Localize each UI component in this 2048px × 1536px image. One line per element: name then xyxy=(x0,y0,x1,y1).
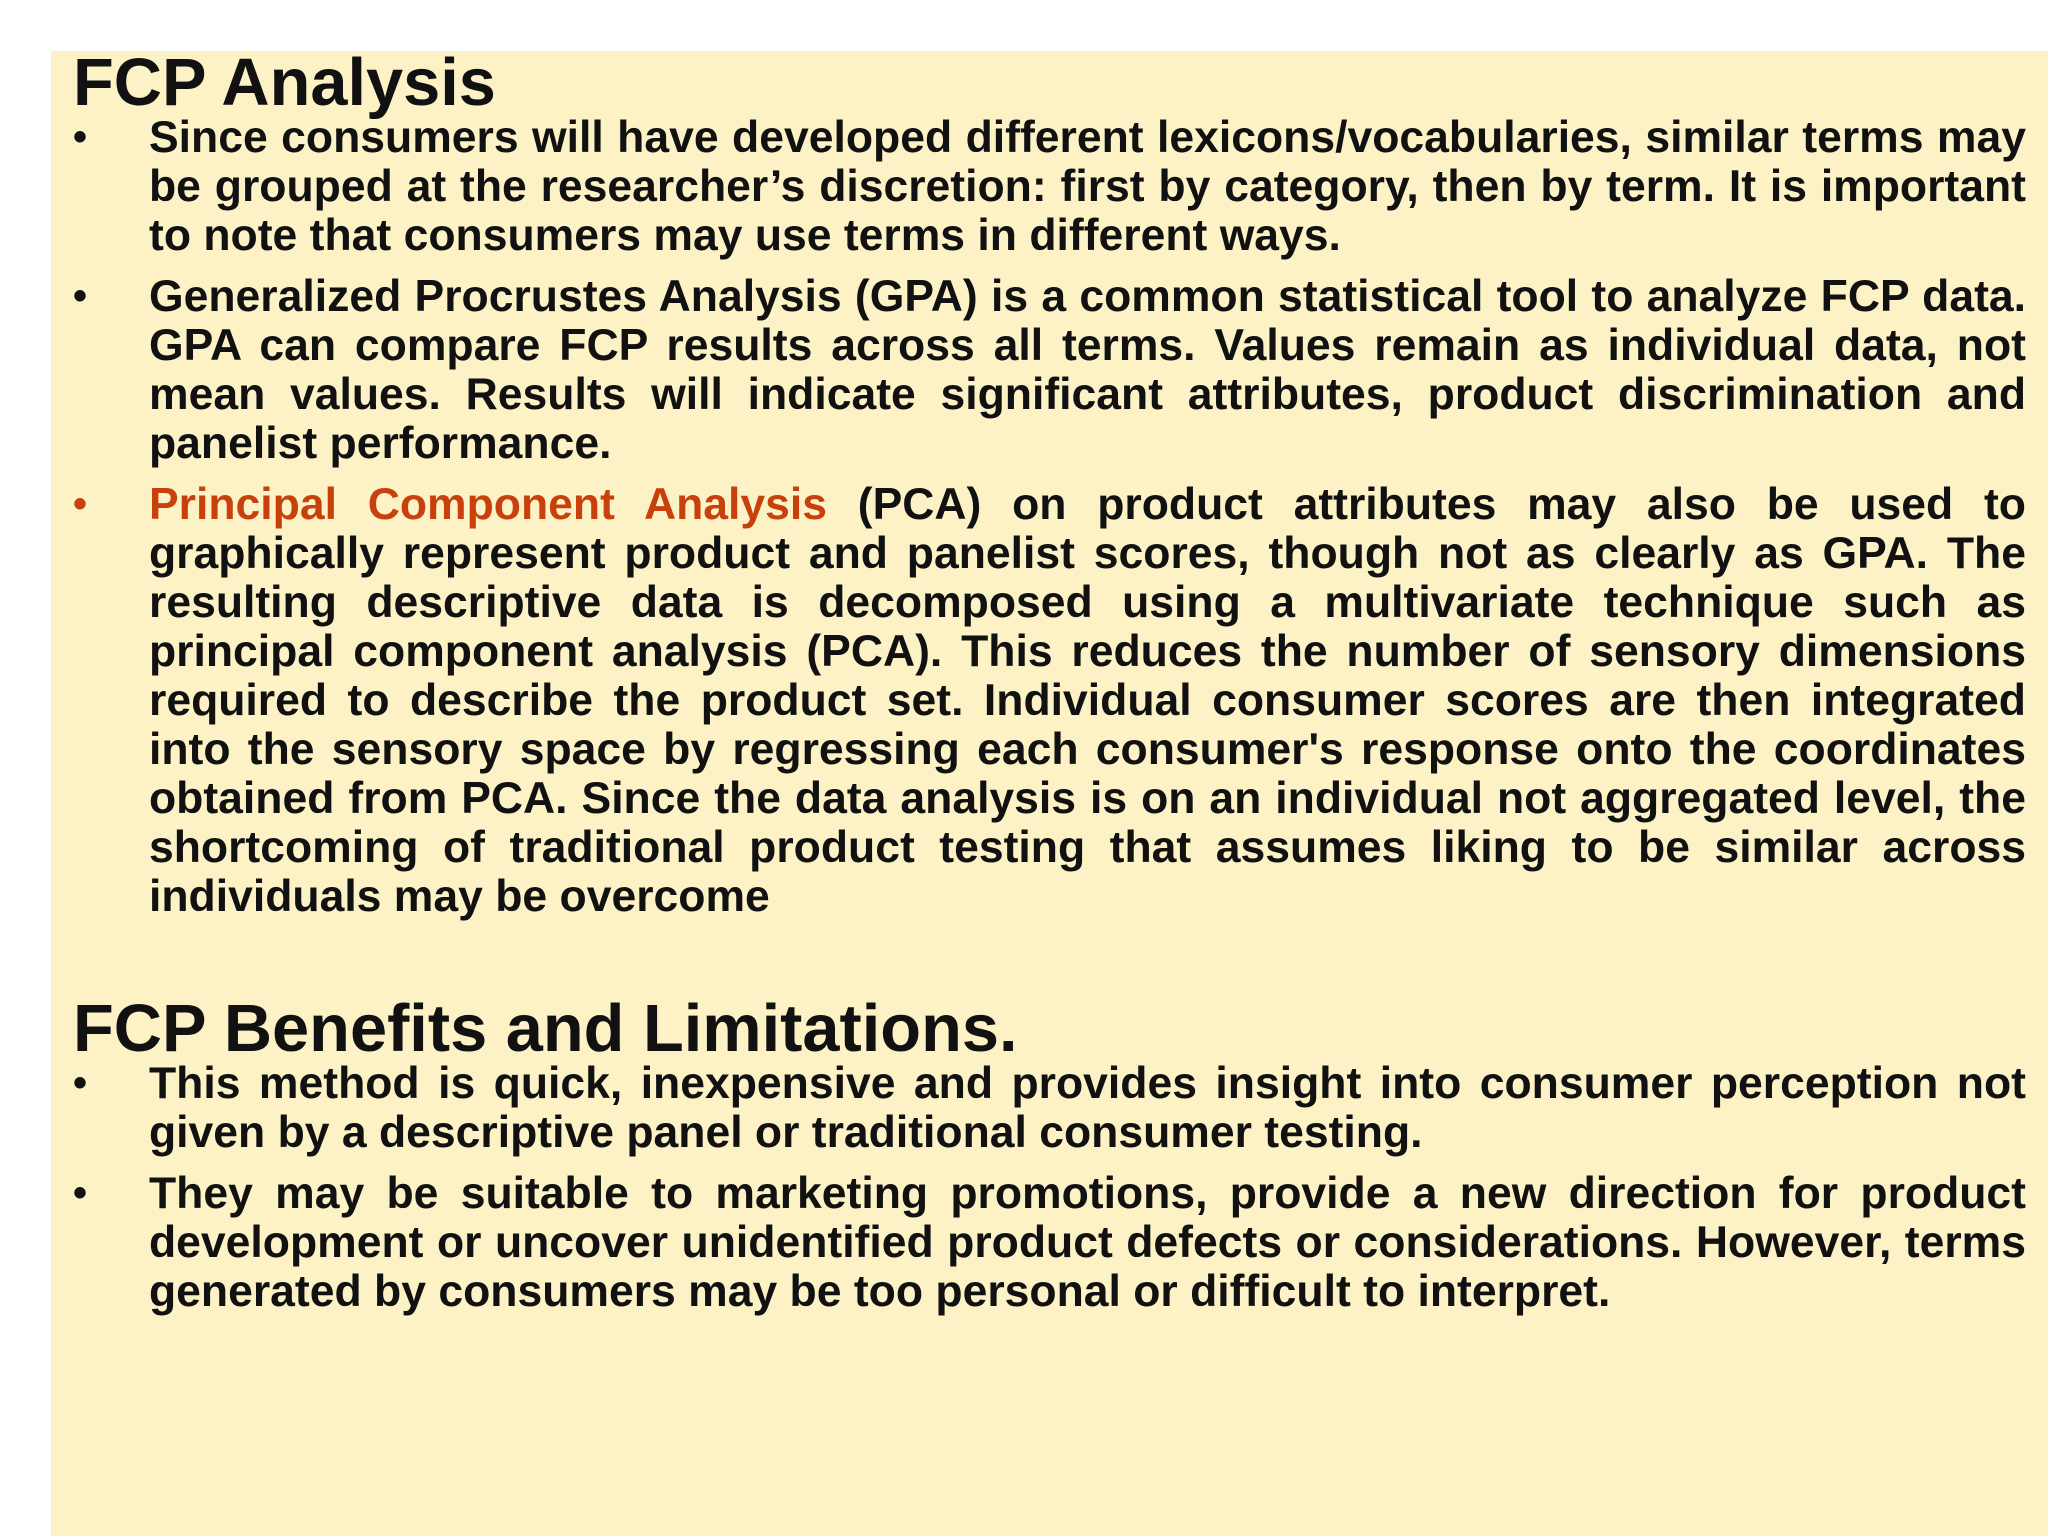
bullet-text: Generalized Procrustes Analysis (GPA) is a common statistical tool to analyze FCP data. GPA can compare FCP results across all terms. Values remain as individual data, not mean values. Results will indicate significant attributes, product discrimination and panelist performance. xyxy=(149,272,2026,468)
bullet-icon: • xyxy=(73,482,88,526)
list-item xyxy=(73,1169,2026,1316)
bullet-icon: • xyxy=(73,1061,88,1105)
section-title-fcp-analysis: FCP Analysis xyxy=(73,46,496,120)
list-item xyxy=(73,272,2026,468)
bullet-icon: • xyxy=(73,274,88,318)
slide-content xyxy=(73,46,2026,1328)
pca-highlight-term: Principal Component Analysis xyxy=(149,480,828,529)
bullet-text: They may be suitable to marketing promotions, provide a new direction for product development or uncover unidentified product defects or considerations. However, terms generated by consumers may be too personal or difficult to interpret. xyxy=(149,1169,2026,1316)
bullet-icon: • xyxy=(73,115,88,159)
benefits-limitations-list xyxy=(73,1059,2026,1316)
bullet-text: This method is quick, inexpensive and provides insight into consumer perception not given by a descriptive panel or traditional consumer testing. xyxy=(149,1059,2026,1157)
list-item xyxy=(73,480,2026,921)
section-title-benefits-limitations: FCP Benefits and Limitations. xyxy=(73,992,1018,1066)
list-item xyxy=(73,113,2026,260)
bullet-text: (PCA) on product attributes may also be used to graphically represent product and panelist scores, though not as clearly as GPA. The resulting descriptive data is decomposed using a multivariate technique such as principal component analysis (PCA). This reduces the number of sensory dimensions required to describe the product set. Individual consumer scores are then integrated into the sensory space by regressing each consumer's response onto the coordinates obtained from PCA. Since the data analysis is on an individual not aggregated level, the shortcoming of traditional product testing that assumes liking to be similar across individuals may be overcome xyxy=(149,480,2026,921)
bullet-text: Since consumers will have developed different lexicons/vocabularies, similar terms may be grouped at the researcher’s discretion: first by category, then by term. It is important to note that consumers may use terms in different ways. xyxy=(149,113,2026,260)
fcp-analysis-list xyxy=(73,113,2026,921)
bullet-icon: • xyxy=(73,1171,88,1215)
list-item xyxy=(73,1059,2026,1157)
